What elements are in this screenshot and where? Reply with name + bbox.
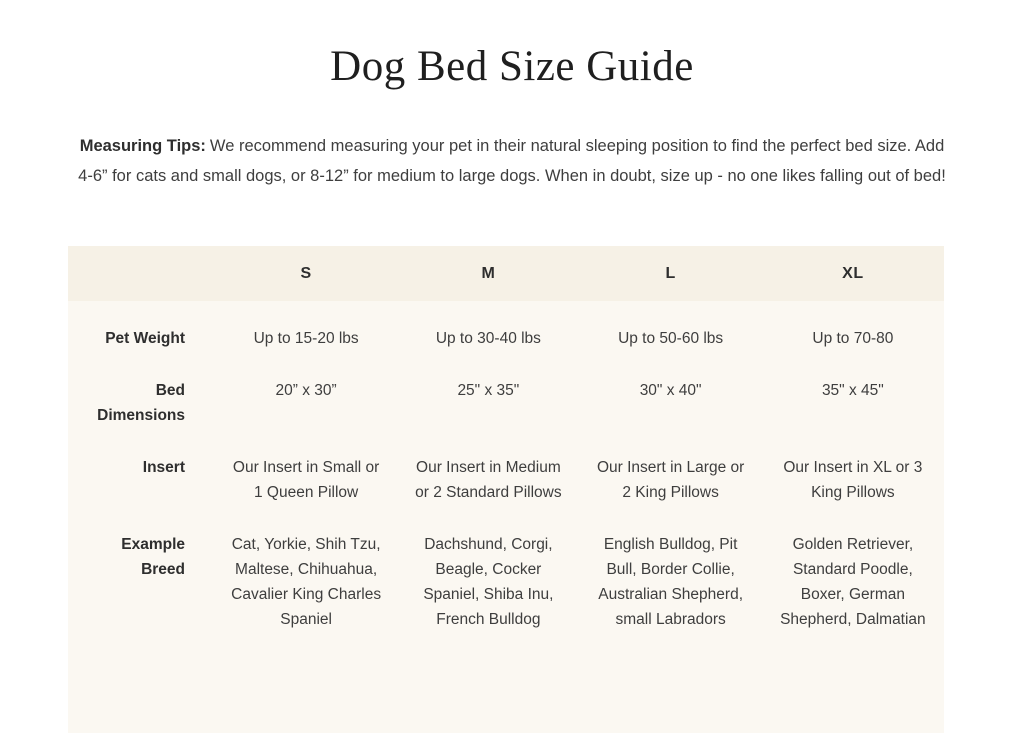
cell-text: Up to 70-80 xyxy=(812,330,894,347)
column-header-s: S xyxy=(300,264,312,282)
row-label-text: Pet Weight xyxy=(105,330,185,347)
cell-text: Our Insert in Medium or 2 Standard Pillows xyxy=(415,459,562,501)
cell-text: Our Insert in Small or 1 Queen Pillow xyxy=(232,459,380,501)
measuring-tips-label: Measuring Tips: xyxy=(79,137,206,155)
table-row-bed-dimensions xyxy=(68,378,944,428)
size-guide-table xyxy=(68,246,944,733)
measuring-tips xyxy=(73,131,951,191)
table-cell xyxy=(762,378,944,403)
cell-text: Dachshund, Corgi, Beagle, Cocker Spaniel, Shiba Inu, French Bulldog xyxy=(423,536,554,628)
size-table-body xyxy=(68,301,944,733)
table-cell xyxy=(580,326,762,351)
table-cell xyxy=(215,326,397,351)
row-label-pet-weight xyxy=(68,326,215,351)
column-header-l: L xyxy=(665,264,676,282)
cell-text: Up to 15-20 lbs xyxy=(253,330,359,347)
table-row-pet-weight xyxy=(68,326,944,351)
column-header-xl: XL xyxy=(842,264,864,282)
row-label-text: Bed Dimensions xyxy=(97,382,185,424)
cell-text: English Bulldog, Pit Bull, Border Collie, Australian Shepherd, small Labradors xyxy=(598,536,743,628)
table-cell xyxy=(397,532,579,632)
table-cell xyxy=(215,455,397,505)
row-label-text: Example Breed xyxy=(121,536,185,578)
row-label-insert xyxy=(68,455,215,480)
cell-text: Up to 30-40 lbs xyxy=(435,330,541,347)
table-cell xyxy=(580,532,762,632)
table-cell xyxy=(762,326,944,351)
table-row-example-breed xyxy=(68,532,944,632)
cell-text: 20” x 30” xyxy=(275,382,337,399)
table-cell xyxy=(397,326,579,351)
table-cell xyxy=(762,532,944,632)
size-table-header-row xyxy=(68,246,944,301)
cell-text: Golden Retriever, Standard Poodle, Boxer, German Shepherd, Dalmatian xyxy=(780,536,926,628)
table-row-insert xyxy=(68,455,944,505)
column-header-m: M xyxy=(481,264,496,282)
cell-text: Our Insert in XL or 3 King Pillows xyxy=(783,459,923,501)
row-label-text: Insert xyxy=(142,459,185,476)
table-cell xyxy=(580,378,762,403)
row-label-bed-dimensions xyxy=(68,378,215,428)
table-cell xyxy=(580,455,762,505)
table-cell xyxy=(215,378,397,403)
row-label-example-breed xyxy=(68,532,215,582)
cell-text: Cat, Yorkie, Shih Tzu, Maltese, Chihuahua, Cavalier King Charles Spaniel xyxy=(231,536,382,628)
cell-text: Up to 50-60 lbs xyxy=(618,330,724,347)
cell-text: 25" x 35" xyxy=(457,382,520,399)
table-cell xyxy=(762,455,944,505)
page-title: Dog Bed Size Guide xyxy=(330,43,694,90)
cell-text: 30" x 40" xyxy=(639,382,702,399)
table-cell xyxy=(397,378,579,403)
table-cell xyxy=(215,532,397,632)
cell-text: Our Insert in Large or 2 King Pillows xyxy=(596,459,745,501)
cell-text: 35" x 45" xyxy=(821,382,884,399)
table-cell xyxy=(397,455,579,505)
measuring-tips-text: We recommend measuring your pet in their natural sleeping position to find the perfect bed size. Add 4-6” for cats and small dogs, or 8-12” for medium to large dogs. When in doubt, size up - no one likes falling out of bed! xyxy=(78,137,946,185)
